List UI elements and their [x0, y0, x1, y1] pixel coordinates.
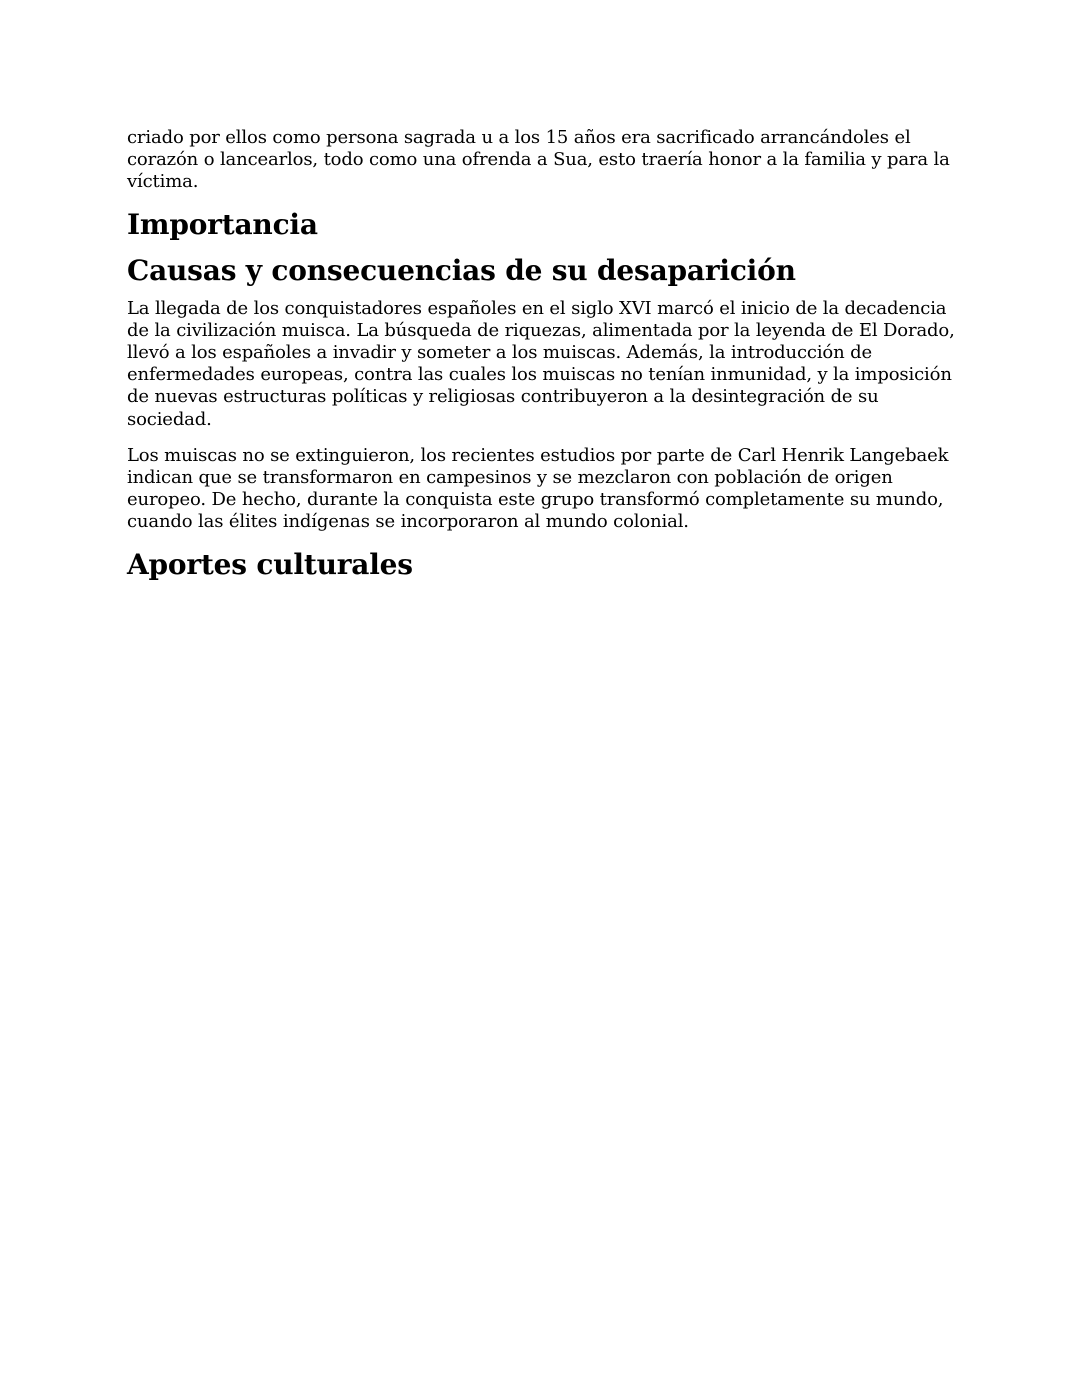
heading-importancia: Importancia [127, 207, 318, 241]
document-page [127, 127, 957, 582]
paragraph-causas: La llegada de los conquistadores españoles en el siglo XVI marcó el inicio de la decadencia de la civilización muisca. La búsqueda de riquezas, alimentada por la leyenda de El Dorado, llevó a los españoles a invadir y someter a los muiscas. Además, la introducción de enfermedades europeas, contra las cuales los muiscas no tenían inmunidad, y la imposición de nuevas estructuras políticas y religiosas contribuyeron a la desintegración de su sociedad. [127, 297, 955, 430]
paragraph-sacrificio: criado por ellos como persona sagrada u a los 15 años era sacrificado arrancándoles el corazón o lancearlos, todo como una ofrenda a Sua, esto traería honor a la familia y para la víctima. [127, 127, 950, 193]
heading-causas-consecuencias: Causas y consecuencias de su desaparición [127, 253, 796, 287]
paragraph-extincion: Los muiscas no se extinguieron, los recientes estudios por parte de Carl Henrik Langebaek indican que se transformaron en campesinos y se mezclaron con población de origen europeo. De hecho, durante la conquista este grupo transformó completamente su mundo, cuando las élites indígenas se incorporaron al mundo colonial. [127, 444, 949, 533]
heading-aportes-culturales: Aportes culturales [127, 547, 413, 581]
